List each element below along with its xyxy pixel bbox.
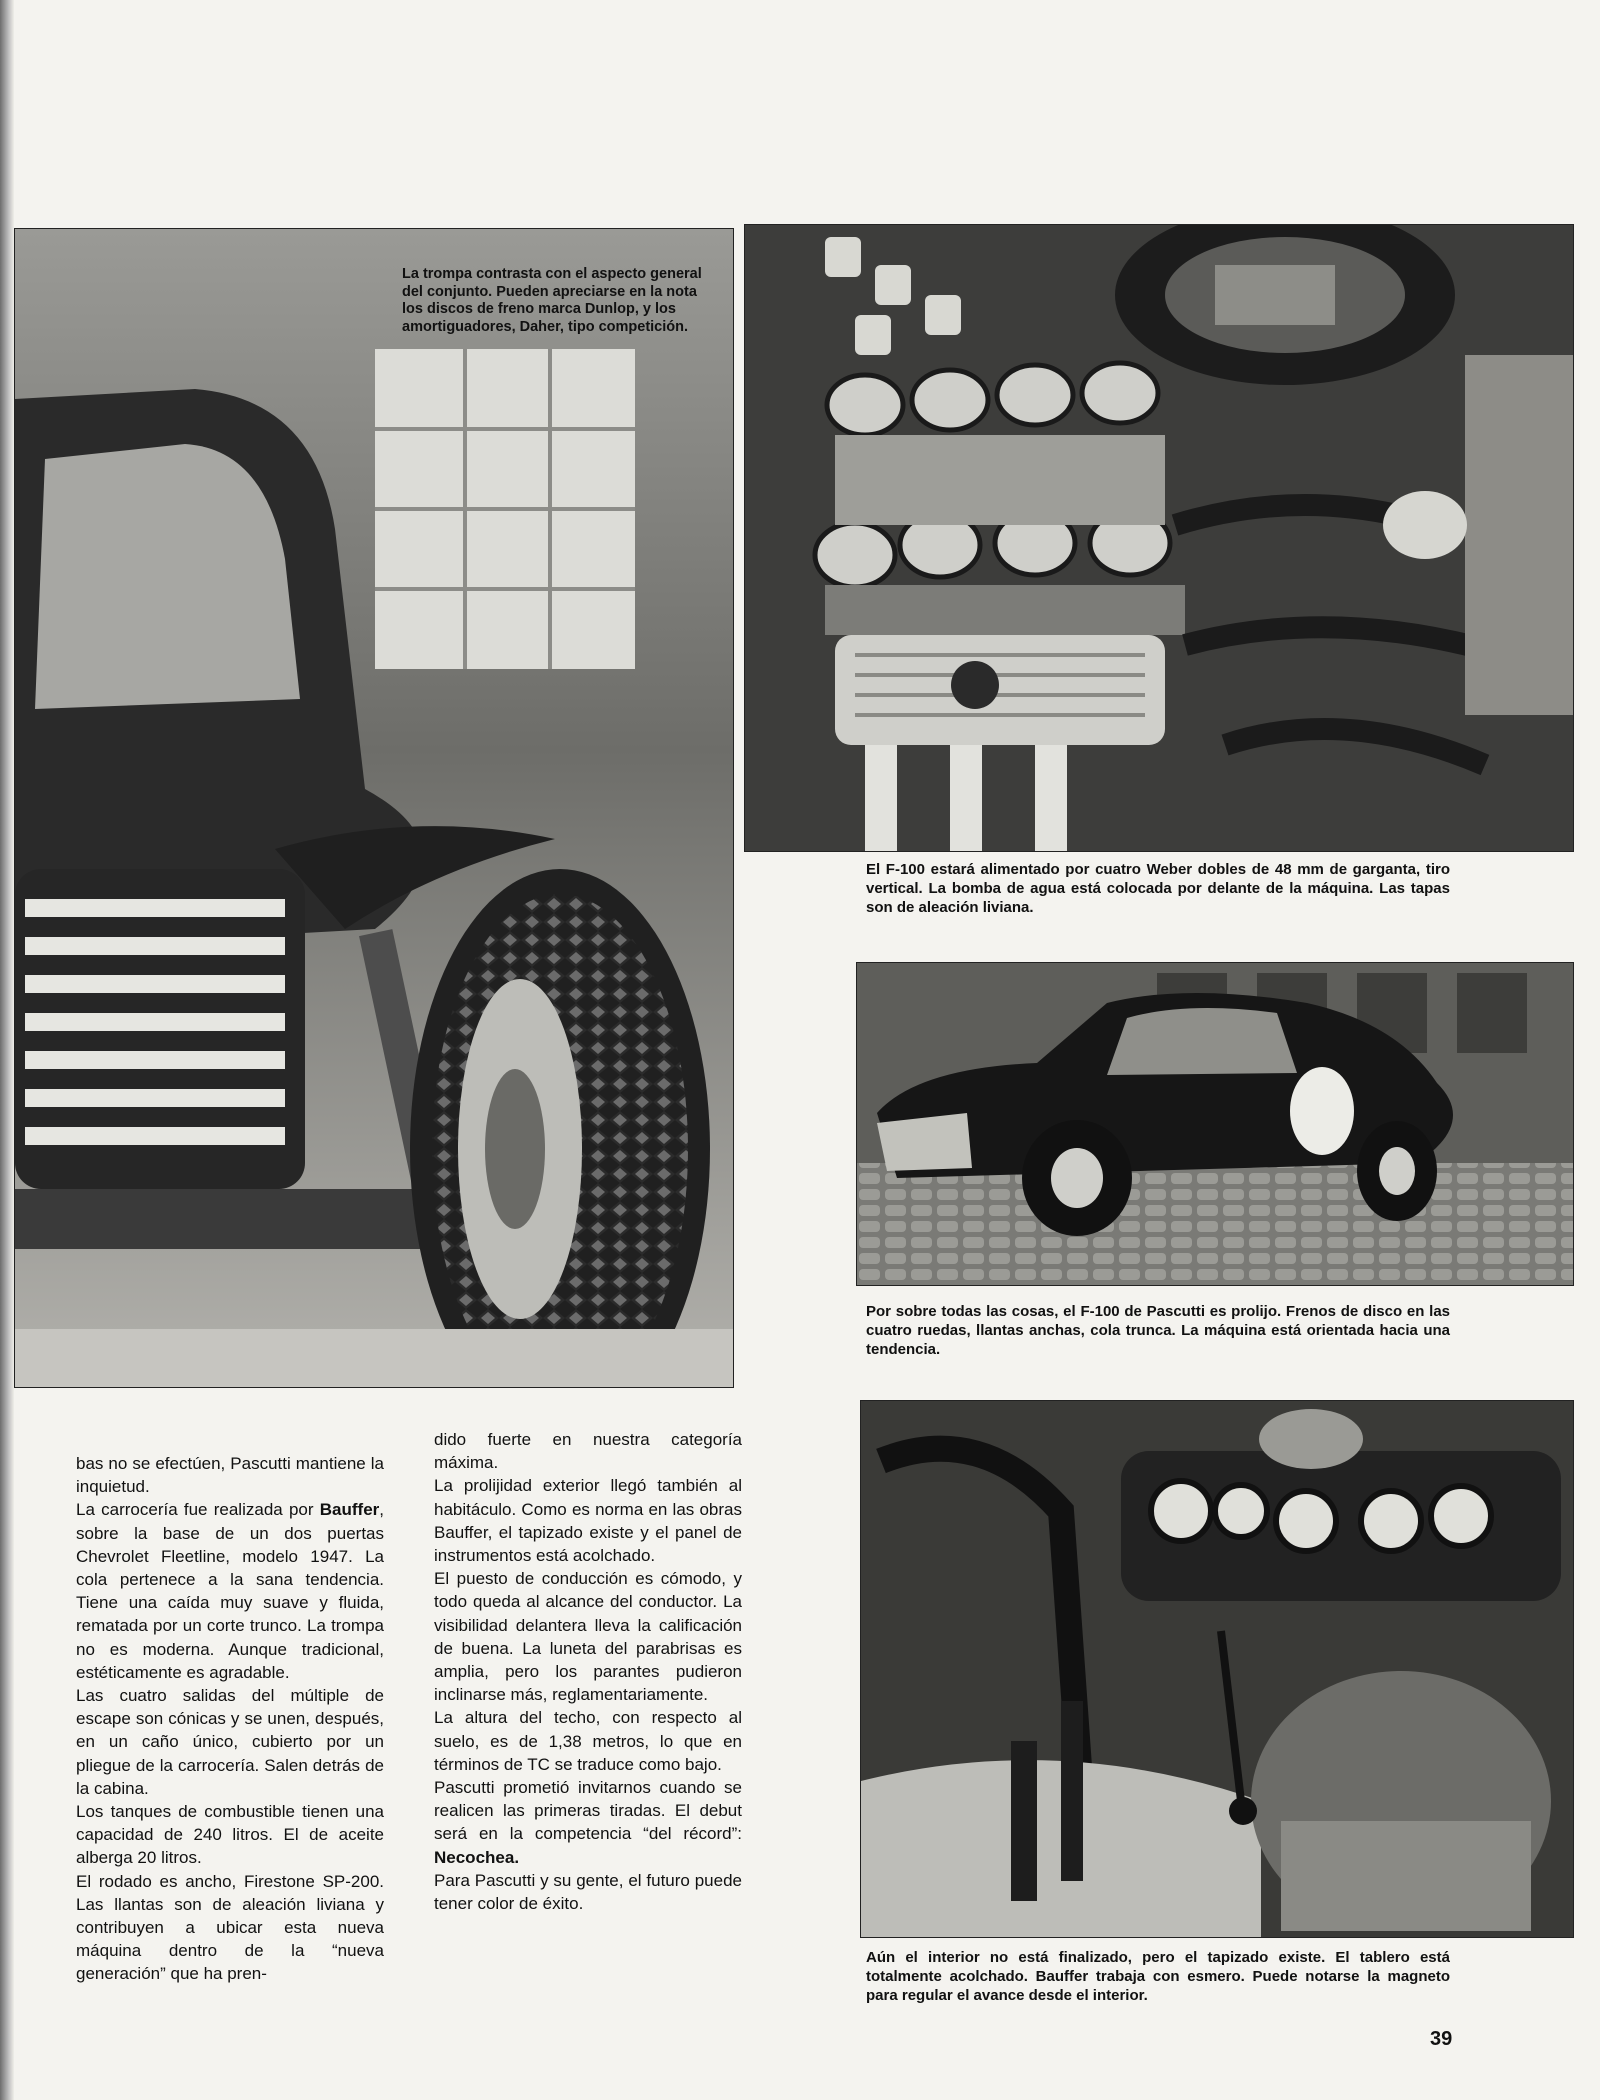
left-paragraph-1: bas no se efectúen, Pascutti mantiene la inquietud. xyxy=(76,1454,384,1497)
page-gutter xyxy=(0,0,14,2100)
page-number: 39 xyxy=(1430,2028,1453,2050)
engine-photo-caption: El F-100 estará alimentado por cuatro Weber dobles de 48 mm de garganta, tiro vertical. La bomba de agua está colocada por delante de la máquina. Las tapas son de aleación liviana. xyxy=(866,861,1450,916)
interior-photo xyxy=(860,1400,1574,1938)
left-paragraph-2: La carrocería fue realizada por Bauffer, sobre la base de un dos puertas Chevrolet Fleetline, modelo 1947. La cola pertenece a la sana tendencia. Tiene una caída muy suave y fluida, rematada por un corte trunco. La trompa no es moderna. Aunque tradicional, estéticamente es agradable. xyxy=(76,1500,384,1682)
bauffer-bold: Bauffer xyxy=(319,1500,380,1520)
right-paragraph-5: Pascutti prometió invitarnos cuando se realicen las primeras tiradas. El debut será en la competencia “del récord”: Necochea. xyxy=(434,1778,742,1867)
engine-photo xyxy=(744,224,1574,852)
left-paragraph-5: El rodado es ancho, Firestone SP-200. Las llantas son de aleación liviana y contribuyen a ubicar esta nueva máquina dentro de la “nueva generación” que ha pren- xyxy=(76,1871,384,1984)
right-paragraph-3: El puesto de conducción es cómodo, y todo queda al alcance del conductor. La visibilidad delantera lleva la calificación de buena. La luneta del parabrisas es amplia, pero los parantes pudieron inclinarse más, reglamentariamente. xyxy=(434,1569,742,1705)
right-paragraph-1: dido fuerte en nuestra categoría máxima. xyxy=(434,1430,742,1473)
right-paragraph-2: La prolijidad exterior llegó también al habitáculo. Como es norma en las obras Bauffer, el tapizado existe y el panel de instrumentos está acolchado. xyxy=(434,1476,742,1566)
left-paragraph-4: Los tanques de combustible tienen una capacidad de 240 litros. El de aceite alberga 20 litros. xyxy=(76,1802,384,1868)
side-car-photo xyxy=(856,962,1574,1286)
text-column-left xyxy=(76,1452,384,1986)
right-paragraph-6: Para Pascutti y su gente, el futuro puede tener color de éxito. xyxy=(434,1870,742,1914)
necochea-bold: Necochea. xyxy=(434,1847,520,1867)
text-column-right xyxy=(434,1428,742,1915)
front-car-photo xyxy=(14,228,734,1388)
front-photo-caption: La trompa contrasta con el aspecto general del conjunto. Pueden apreciarse en la nota los discos de freno marca Dunlop, y los amortiguadores, Daher, tipo competición. xyxy=(402,266,702,335)
right-paragraph-4: La altura del techo, con respecto al suelo, es de 1,38 metros, lo que en términos de TC se traduce como bajo. xyxy=(434,1708,742,1774)
interior-photo-caption: Aún el interior no está finalizado, pero el tapizado existe. El tablero está totalmente acolchado. Bauffer trabaja con esmero. Puede notarse la magneto para regular el avance desde el interior. xyxy=(866,1949,1450,2004)
side-photo-caption: Por sobre todas las cosas, el F-100 de Pascutti es prolijo. Frenos de disco en las cuatro ruedas, llantas anchas, cola trunca. La máquina está orientada hacia una tendencia. xyxy=(866,1303,1450,1358)
left-paragraph-3: Las cuatro salidas del múltiple de escape son cónicas y se unen, después, en un caño único, cubierto por un pliegue de la carrocería. Salen detrás de la cabina. xyxy=(76,1686,384,1798)
